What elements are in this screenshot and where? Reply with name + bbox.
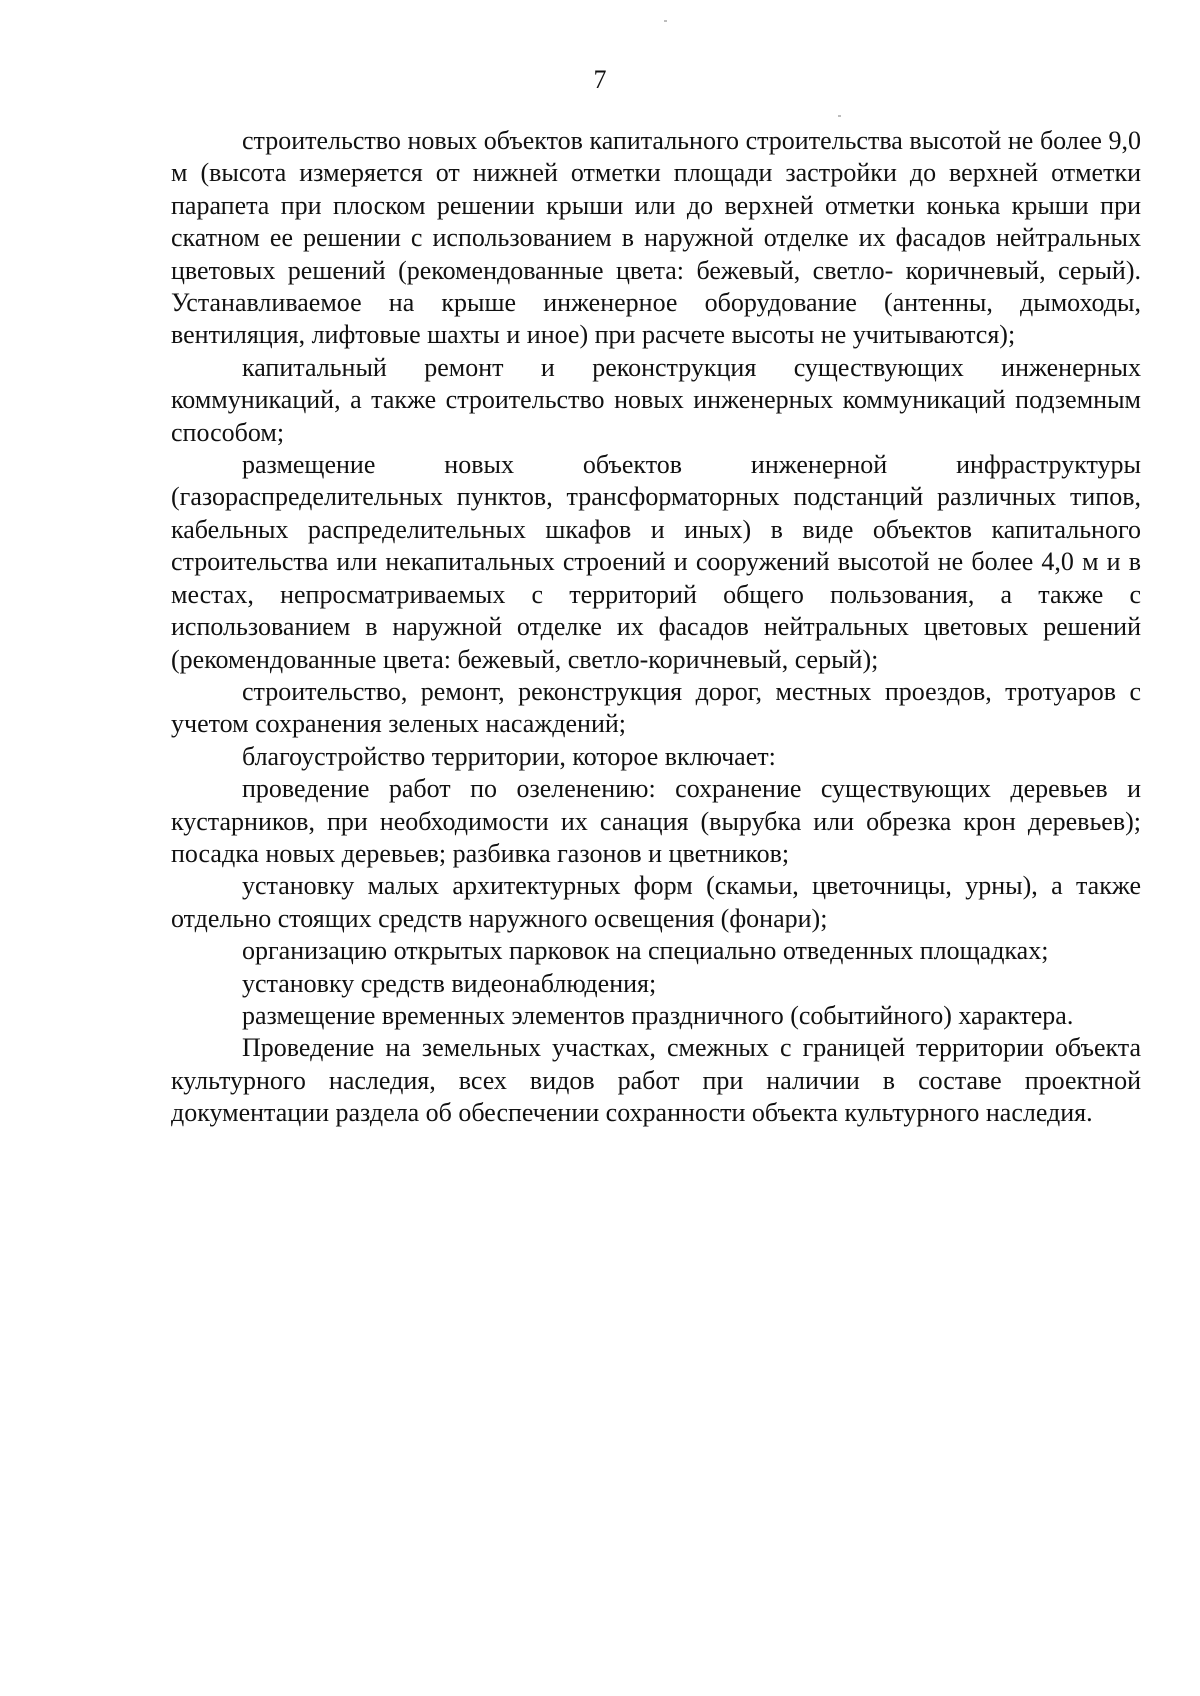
paragraph: размещение новых объектов инженерной инфраструктуры (газораспределительных пунктов, трансформаторных подстанций различных типов, кабельных распределительных шкафов и иных) в виде объектов капитального строительства или некапитальных строений и сооружений высотой не более 4,0 м и в местах, непросматриваемых с территорий общего пользования, а также с использованием в наружной отделке их фасадов нейтральных цветовых решений (рекомендованные цвета: бежевый, светло-коричневый, серый);: [171, 450, 1141, 674]
scan-speck: [838, 115, 841, 117]
paragraph: строительство, ремонт, реконструкция дорог, местных проездов, тротуаров с учетом сохранения зеленых насаждений;: [171, 676, 1141, 739]
document-body: [171, 125, 1141, 1130]
page-number: 7: [593, 65, 607, 94]
paragraph: строительство новых объектов капитального строительства высотой не более 9,0 м (высота измеряется от нижней отметки площади застройки до верхней отметки парапета при плоском решении крыши или до верхней отметки конька крыши при скатном ее решении с использованием в наружной отделке их фасадов нейтральных цветовых решений (рекомендованные цвета: бежевый, светло- коричневый, серый). Устанавливаемое на крыше инженерное оборудование (антенны, дымоходы, вентиляция, лифтовые шахты и иное) при расчете высоты не учитываются);: [171, 126, 1141, 350]
paragraph: проведение работ по озеленению: сохранение существующих деревьев и кустарников, при необходимости их санация (вырубка или обрезка крон деревьев); посадка новых деревьев; разбивка газонов и цветников;: [171, 774, 1141, 868]
paragraph: благоустройство территории, которое включает:: [242, 741, 776, 771]
scan-speck: [664, 20, 667, 22]
paragraph: размещение временных элементов праздничного (событийного) характера.: [242, 1000, 1074, 1030]
paragraph: Проведение на земельных участках, смежных с границей территории объекта культурного наследия, всех видов работ при наличии в составе проектной документации раздела об обеспечении сохранности объекта культурного наследия.: [171, 1033, 1141, 1128]
paragraph: установку средств видеонаблюдения;: [242, 968, 657, 998]
paragraph: установку малых архитектурных форм (скамьи, цветочницы, урны), а также отдельно стоящих средств наружного освещения (фонари);: [171, 871, 1141, 933]
paragraph: организацию открытых парковок на специально отведенных площадках;: [242, 936, 1049, 966]
paragraph: капитальный ремонт и реконструкция существующих инженерных коммуникаций, а также строительство новых инженерных коммуникаций подземным способом;: [171, 352, 1141, 447]
